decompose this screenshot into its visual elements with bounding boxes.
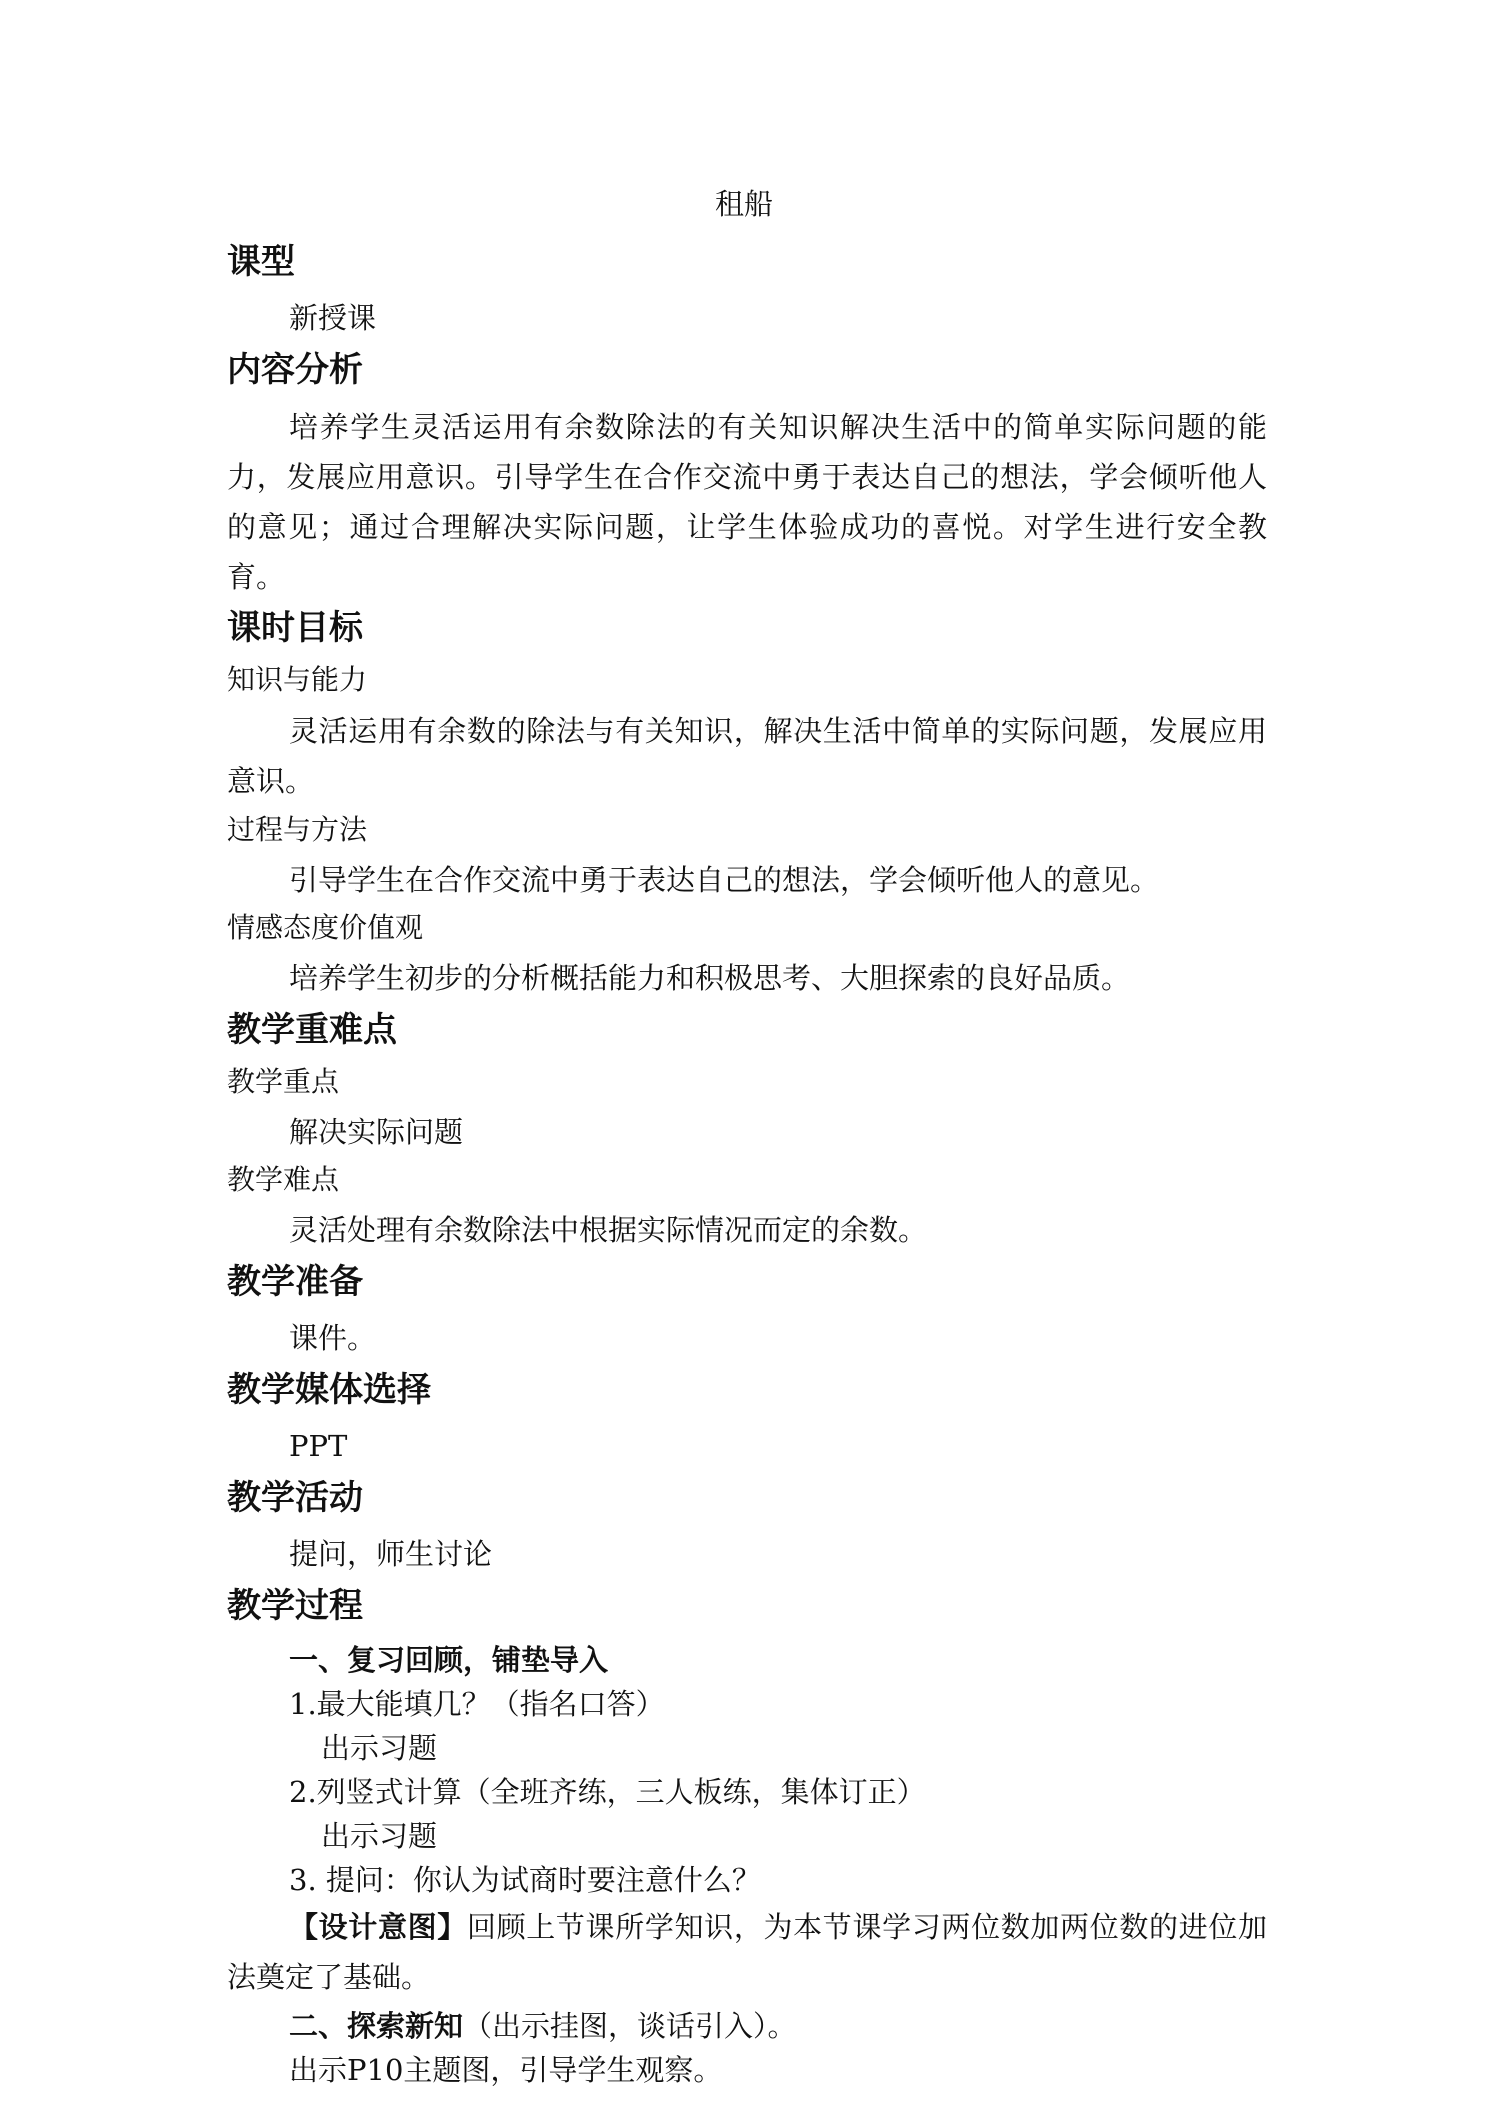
process-item-2: 2.列竖式计算（全班齐练，三人板练，集体订正） (289, 1775, 926, 1809)
lesson-type-text: 新授课 (289, 301, 377, 335)
design-intent-paragraph (227, 1902, 1267, 2002)
activities-text: 提问，师生讨论 (289, 1537, 493, 1571)
section-heading-preparation: 教学准备 (227, 1262, 363, 1302)
emotion-text: 培养学生初步的分析概括能力和积极思考、大胆探索的良好品质。 (289, 961, 1131, 995)
section-heading-content-analysis: 内容分析 (227, 350, 363, 390)
media-text: PPT (289, 1429, 348, 1463)
section-heading-objectives: 课时目标 (227, 608, 363, 648)
section-heading-process: 教学过程 (227, 1586, 363, 1626)
design-intent-label: 【设计意图】 (289, 1910, 467, 1944)
document-body (227, 238, 1267, 2092)
subheading-difficulty: 教学难点 (227, 1163, 340, 1196)
design-intent-text: 回顾上节课所学知识，为本节课学习两位数加两位数的进位加法奠定了基础。 (227, 1910, 1267, 1994)
process-part2-text: 出示P10主题图，引导学生观察。 (289, 2053, 723, 2087)
process-item-1: 1.最大能填几？（指名口答） (289, 1687, 665, 1721)
process-method-text: 引导学生在合作交流中勇于表达自己的想法，学会倾听他人的意见。 (289, 863, 1160, 897)
subheading-process-method: 过程与方法 (227, 813, 368, 846)
process-item-1-sub: 出示习题 (321, 1731, 438, 1765)
subheading-knowledge: 知识与能力 (227, 663, 368, 696)
section-heading-media: 教学媒体选择 (227, 1370, 431, 1410)
subheading-emotion: 情感态度价值观 (227, 911, 424, 944)
focus-text: 解决实际问题 (289, 1115, 464, 1149)
content-analysis-text: 培养学生灵活运用有余数除法的有关知识解决生活中的简单实际问题的能力，发展应用意识。引导学生在合作交流中勇于表达自己的想法，学会倾听他人的意见；通过合理解决实际问题，让学生体验成功的喜悦。对学生进行安全教育。 (227, 410, 1267, 594)
process-item-3: 3. 提问：你认为试商时要注意什么？ (289, 1863, 761, 1897)
section-heading-activities: 教学活动 (227, 1478, 363, 1518)
document-title: 租船 (714, 187, 773, 221)
section-heading-key-points: 教学重难点 (227, 1010, 397, 1050)
process-part1-heading: 一、复习回顾，铺垫导入 (289, 1643, 609, 1677)
process-part2-heading: 二、探索新知 (289, 2009, 464, 2043)
section-heading-lesson-type: 课型 (227, 242, 295, 282)
process-item-2-sub: 出示习题 (321, 1819, 438, 1853)
knowledge-text: 灵活运用有余数的除法与有关知识，解决生活中简单的实际问题，发展应用意识。 (227, 714, 1267, 798)
preparation-text: 课件。 (289, 1321, 377, 1355)
process-part2-heading-line (289, 2004, 1267, 2048)
subheading-focus: 教学重点 (227, 1065, 340, 1098)
difficulty-text: 灵活处理有余数除法中根据实际情况而定的余数。 (289, 1213, 928, 1247)
process-part2-note: （出示挂图，谈话引入）。 (463, 2009, 797, 2043)
